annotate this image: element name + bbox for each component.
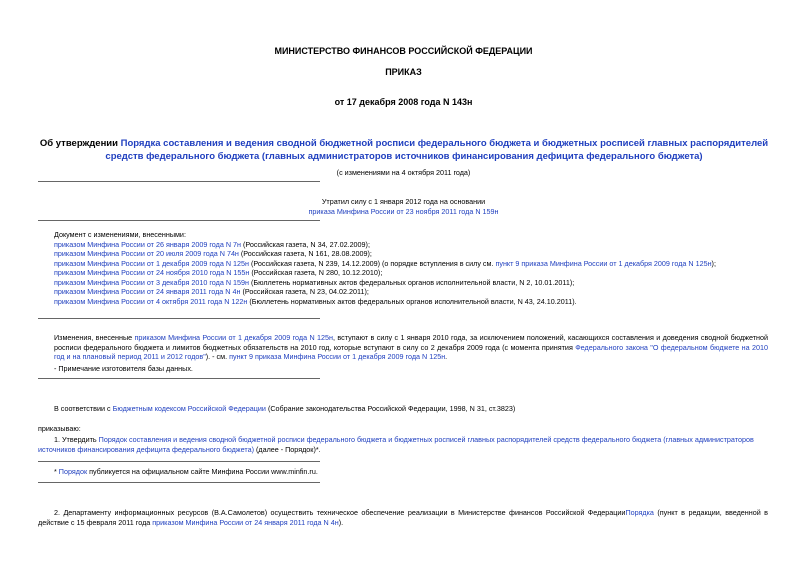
- lost-force-link[interactable]: приказа Минфина России от 23 ноября 2011 года N 159н: [308, 207, 499, 216]
- footnote: * Порядок публикуется на официальном сайте Минфина России www.minfin.ru.: [54, 467, 318, 476]
- change-item: [54, 297, 794, 307]
- divider: [38, 378, 320, 379]
- change-item: [54, 259, 794, 269]
- change-order-link[interactable]: приказом Минфина России от 3 декабря 2010 года N 159н: [54, 277, 249, 287]
- item2-procedure-link[interactable]: Порядка: [625, 508, 654, 517]
- procedure-link[interactable]: Порядок составления и ведения сводной бюджетной росписи федерального бюджета и бюджетных росписей главных распорядителей средств федерального бюджета (главных администраторов источников финансирования дефицита федерального бюджета): [38, 435, 754, 454]
- change-item: [54, 240, 794, 250]
- change-order-link[interactable]: приказом Минфина России от 24 января 2011 года N 4н: [54, 287, 241, 296]
- preamble: В соответствии с Бюджетным кодексом Российской Федерации (Собрание законодательства Российской Федерации, 1998, N 31, ст.3823): [54, 404, 516, 413]
- change-details: (Российская газета, N 161, 28.08.2009);: [238, 249, 372, 258]
- item-1: 1. Утвердить Порядок составления и ведения сводной бюджетной росписи федерального бюджета и бюджетных росписей главных распорядителей средств федерального бюджета (главных администраторов источников финансирования дефицита федерального бюджета) (далее - Порядок)*.: [38, 435, 754, 454]
- editor-note: Изменения, внесенные приказом Минфина России от 1 декабря 2009 года N 125н, вступают в силу с 1 января 2010 года, за исключением положений, касающихся составления и доведения сводной бюджетной росписи федерального бюджета и лимитов бюджетных обязательств на 2010 год, которые вступают в силу со 2 декабря 2009 года (с момента принятия Федерального закона "О федеральном бюджете на 2010 год и на плановый период 2011 и 2012 годов"). - см. пункт 9 приказа Минфина России от 1 декабря 2009 года N 125н.: [54, 333, 768, 361]
- change-details: (Бюллетень нормативных актов федеральных органов исполнительной власти, N 2, 10.01.2011);: [249, 277, 575, 287]
- amended-note: (с изменениями на 4 октября 2011 года): [336, 168, 471, 177]
- change-item: [54, 278, 794, 288]
- note-link-order[interactable]: приказом Минфина России от 1 декабря 2009 года N 125н: [134, 333, 334, 342]
- document-title: [34, 137, 774, 163]
- divider: [38, 461, 320, 462]
- change-details: (Бюллетень нормативных актов федеральных органов исполнительной власти, N 43, 24.10.2011).: [247, 296, 577, 306]
- order-word: приказываю:: [38, 424, 81, 433]
- change-item: [54, 268, 794, 278]
- divider: [38, 181, 320, 182]
- item-2: 2. Департаменту информационных ресурсов (В.А.Самолетов) осуществить техническое обеспечение реализации в Министерстве финансов Российской ФедерацииПорядка (пункт в редакции, введенной в действие с 15 февраля 2011 года приказом Минфина России от 24 января 2011 года N 4н).: [38, 508, 769, 527]
- change-order-link[interactable]: приказом Минфина России от 20 июля 2009 года N 74н: [54, 249, 239, 258]
- changes-block: [54, 230, 794, 306]
- change-details: (Российская газета, N 23, 04.02.2011);: [240, 287, 369, 296]
- doc-date: от 17 декабря 2008 года N 143н: [334, 97, 473, 107]
- change-order-link[interactable]: приказом Минфина России от 24 ноября 2010 года N 155н: [54, 268, 250, 277]
- change-details: (Российская газета, N 280, 10.12.2010);: [249, 268, 383, 277]
- footnote-procedure-link[interactable]: Порядок: [58, 467, 88, 476]
- title-link[interactable]: Порядка составления и ведения сводной бюджетной росписи федерального бюджета и бюджетных росписей главных распорядителей средств федерального бюджета (главных администраторов источников финансирования дефицита федерального бюджета): [105, 138, 769, 162]
- change-tail: );: [711, 258, 716, 268]
- divider: [38, 318, 320, 319]
- note-link-item9[interactable]: пункт 9 приказа Минфина России от 1 декабря 2009 года N 125н: [229, 352, 446, 361]
- lost-force-line1: Утратил силу с 1 января 2012 года на основании: [321, 197, 486, 206]
- change-details: (Российская газета, N 239, 14.12.2009) (о порядке вступления в силу см.: [249, 258, 496, 268]
- changes-list: [54, 240, 794, 307]
- change-order-link[interactable]: приказом Минфина России от 4 октября 2011 года N 122н: [54, 296, 248, 306]
- divider: [38, 482, 320, 483]
- title-prefix: Об утверждении: [39, 138, 121, 149]
- note-link-law[interactable]: Федерального закона "О федеральном бюджете на 2010 год и на плановый период 2011 и 2012 годов": [54, 342, 768, 361]
- change-item: [54, 249, 794, 259]
- budget-code-link[interactable]: Бюджетным кодексом Российской Федерации: [112, 404, 266, 413]
- change-details: (Российская газета, N 34, 27.02.2009);: [240, 239, 370, 249]
- change-order-link[interactable]: приказом Минфина России от 1 декабря 2009 года N 125н: [54, 258, 249, 268]
- change-item9-link[interactable]: пункт 9 приказа Минфина России от 1 декабря 2009 года N 125н: [495, 258, 712, 268]
- editor-note-footer: - Примечание изготовителя базы данных.: [54, 364, 193, 373]
- divider: [38, 220, 320, 221]
- item2-order-link[interactable]: приказом Минфина России от 24 января 2011 года N 4н: [152, 517, 339, 527]
- changes-heading: Документ с изменениями, внесенными:: [54, 230, 186, 239]
- doc-type-heading: ПРИКАЗ: [385, 67, 422, 77]
- ministry-heading: МИНИСТЕРСТВО ФИНАНСОВ РОССИЙСКОЙ ФЕДЕРАЦИИ: [274, 46, 533, 56]
- change-order-link[interactable]: приказом Минфина России от 26 января 2009 года N 7н: [54, 239, 241, 249]
- change-item: [54, 287, 794, 297]
